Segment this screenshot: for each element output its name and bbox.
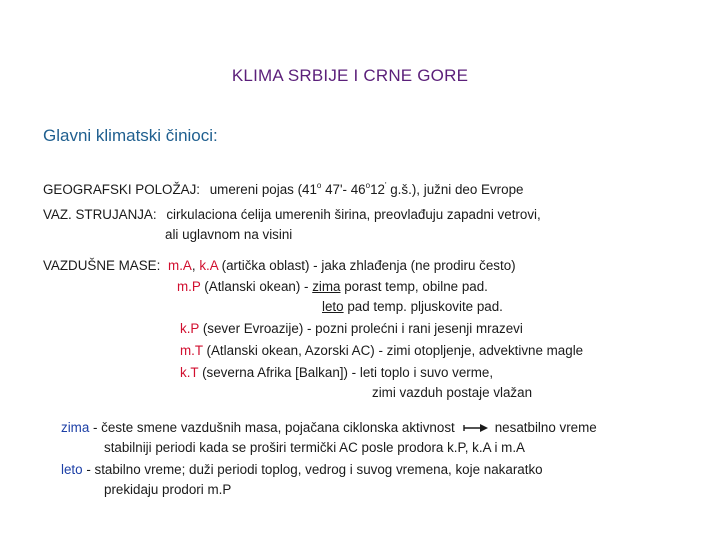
page-title: KLIMA SRBIJE I CRNE GORE	[231, 66, 469, 85]
mass-line-7: zimi vazduh postaje vlažan	[372, 385, 533, 400]
section-heading: Glavni klimatski činioci:	[43, 126, 218, 145]
masses-row-4	[180, 319, 523, 339]
vaz-line-2: ali uglavnom na visini	[165, 227, 293, 242]
geo-text-c: 12	[370, 182, 385, 197]
mass-line-2-zima: zima	[312, 279, 341, 294]
geo-text-b: 47'- 46	[321, 182, 366, 197]
zima-text-b: nesatbilno vreme	[494, 420, 597, 435]
leto-text-b: prekidaju prodori m.P	[104, 482, 232, 497]
leto-row	[61, 460, 543, 480]
mass-code-kt: k.T	[180, 365, 199, 380]
geo-prime: '	[384, 181, 387, 190]
vaz-label: VAZ. STRUJANJA:	[43, 207, 157, 222]
mass-code-mp: m.P	[177, 279, 201, 294]
mass-code-mt: m.T	[180, 343, 203, 358]
geo-label: GEOGRAFSKI POLOŽAJ:	[43, 182, 200, 197]
mass-line-6: (severna Afrika [Balkan]) - leti toplo i suvo verme,	[198, 365, 494, 380]
geo-text-d: g.š.), južni deo Evrope	[386, 182, 524, 197]
masses-row-5	[180, 341, 583, 361]
leto-text-a: - stabilno vreme; duži periodi toplog, vedrog i suvog vremena, koje nakaratko	[82, 462, 543, 477]
mass-code-ma: m.A	[168, 258, 192, 273]
mass-code-kp: k.P	[180, 321, 200, 336]
leto-label: leto	[61, 462, 83, 477]
geo-deg-2: o	[365, 181, 371, 190]
geo-text-a: umereni pojas (41	[209, 182, 317, 197]
masses-row-3	[322, 297, 503, 317]
masses-row-6	[180, 363, 493, 383]
geo-deg-1: o	[316, 181, 322, 190]
zima-text-c: stabilniji periodi kada se proširi termički AC posle prodora k.P, k.A i m.A	[104, 440, 525, 455]
geo-row	[43, 176, 523, 200]
masses-row-2	[177, 277, 488, 297]
mass-line-1-text: (artička oblast) - jaka zhlađenja (ne prodiru često)	[217, 258, 516, 273]
mass-line-5: (Atlanski okean, Azorski AC) - zimi otopljenje, advektivne magle	[202, 343, 584, 358]
mass-line-2a: (Atlanski okean) -	[200, 279, 313, 294]
mass-line-3b: pad temp. pljuskovite pad.	[343, 299, 503, 314]
masses-label: VAZDUŠNE MASE:	[43, 258, 161, 273]
arrow-right-icon	[463, 423, 489, 433]
mass-line-3-leto: leto	[322, 299, 344, 314]
zima-label: zima	[61, 420, 90, 435]
mass-code-ka: k.A	[199, 258, 218, 273]
zima-text-a: - česte smene vazdušnih masa, pojačana ciklonska aktivnost	[89, 420, 455, 435]
mass-line-2b: porast temp, obilne pad.	[340, 279, 488, 294]
mass-line-4: (sever Evroazije) - pozni prolećni i rani jesenji mrazevi	[199, 321, 523, 336]
masses-row-1: VAZDUŠNE MASE: m.A, k.A (artička oblast) - jaka zhlađenja (ne prodiru često)	[43, 258, 516, 273]
zima-row	[61, 418, 597, 438]
vaz-row	[43, 205, 541, 225]
vaz-line-1: cirkulaciona ćelija umerenih širina, preovlađuju zapadni vetrovi,	[166, 207, 541, 222]
